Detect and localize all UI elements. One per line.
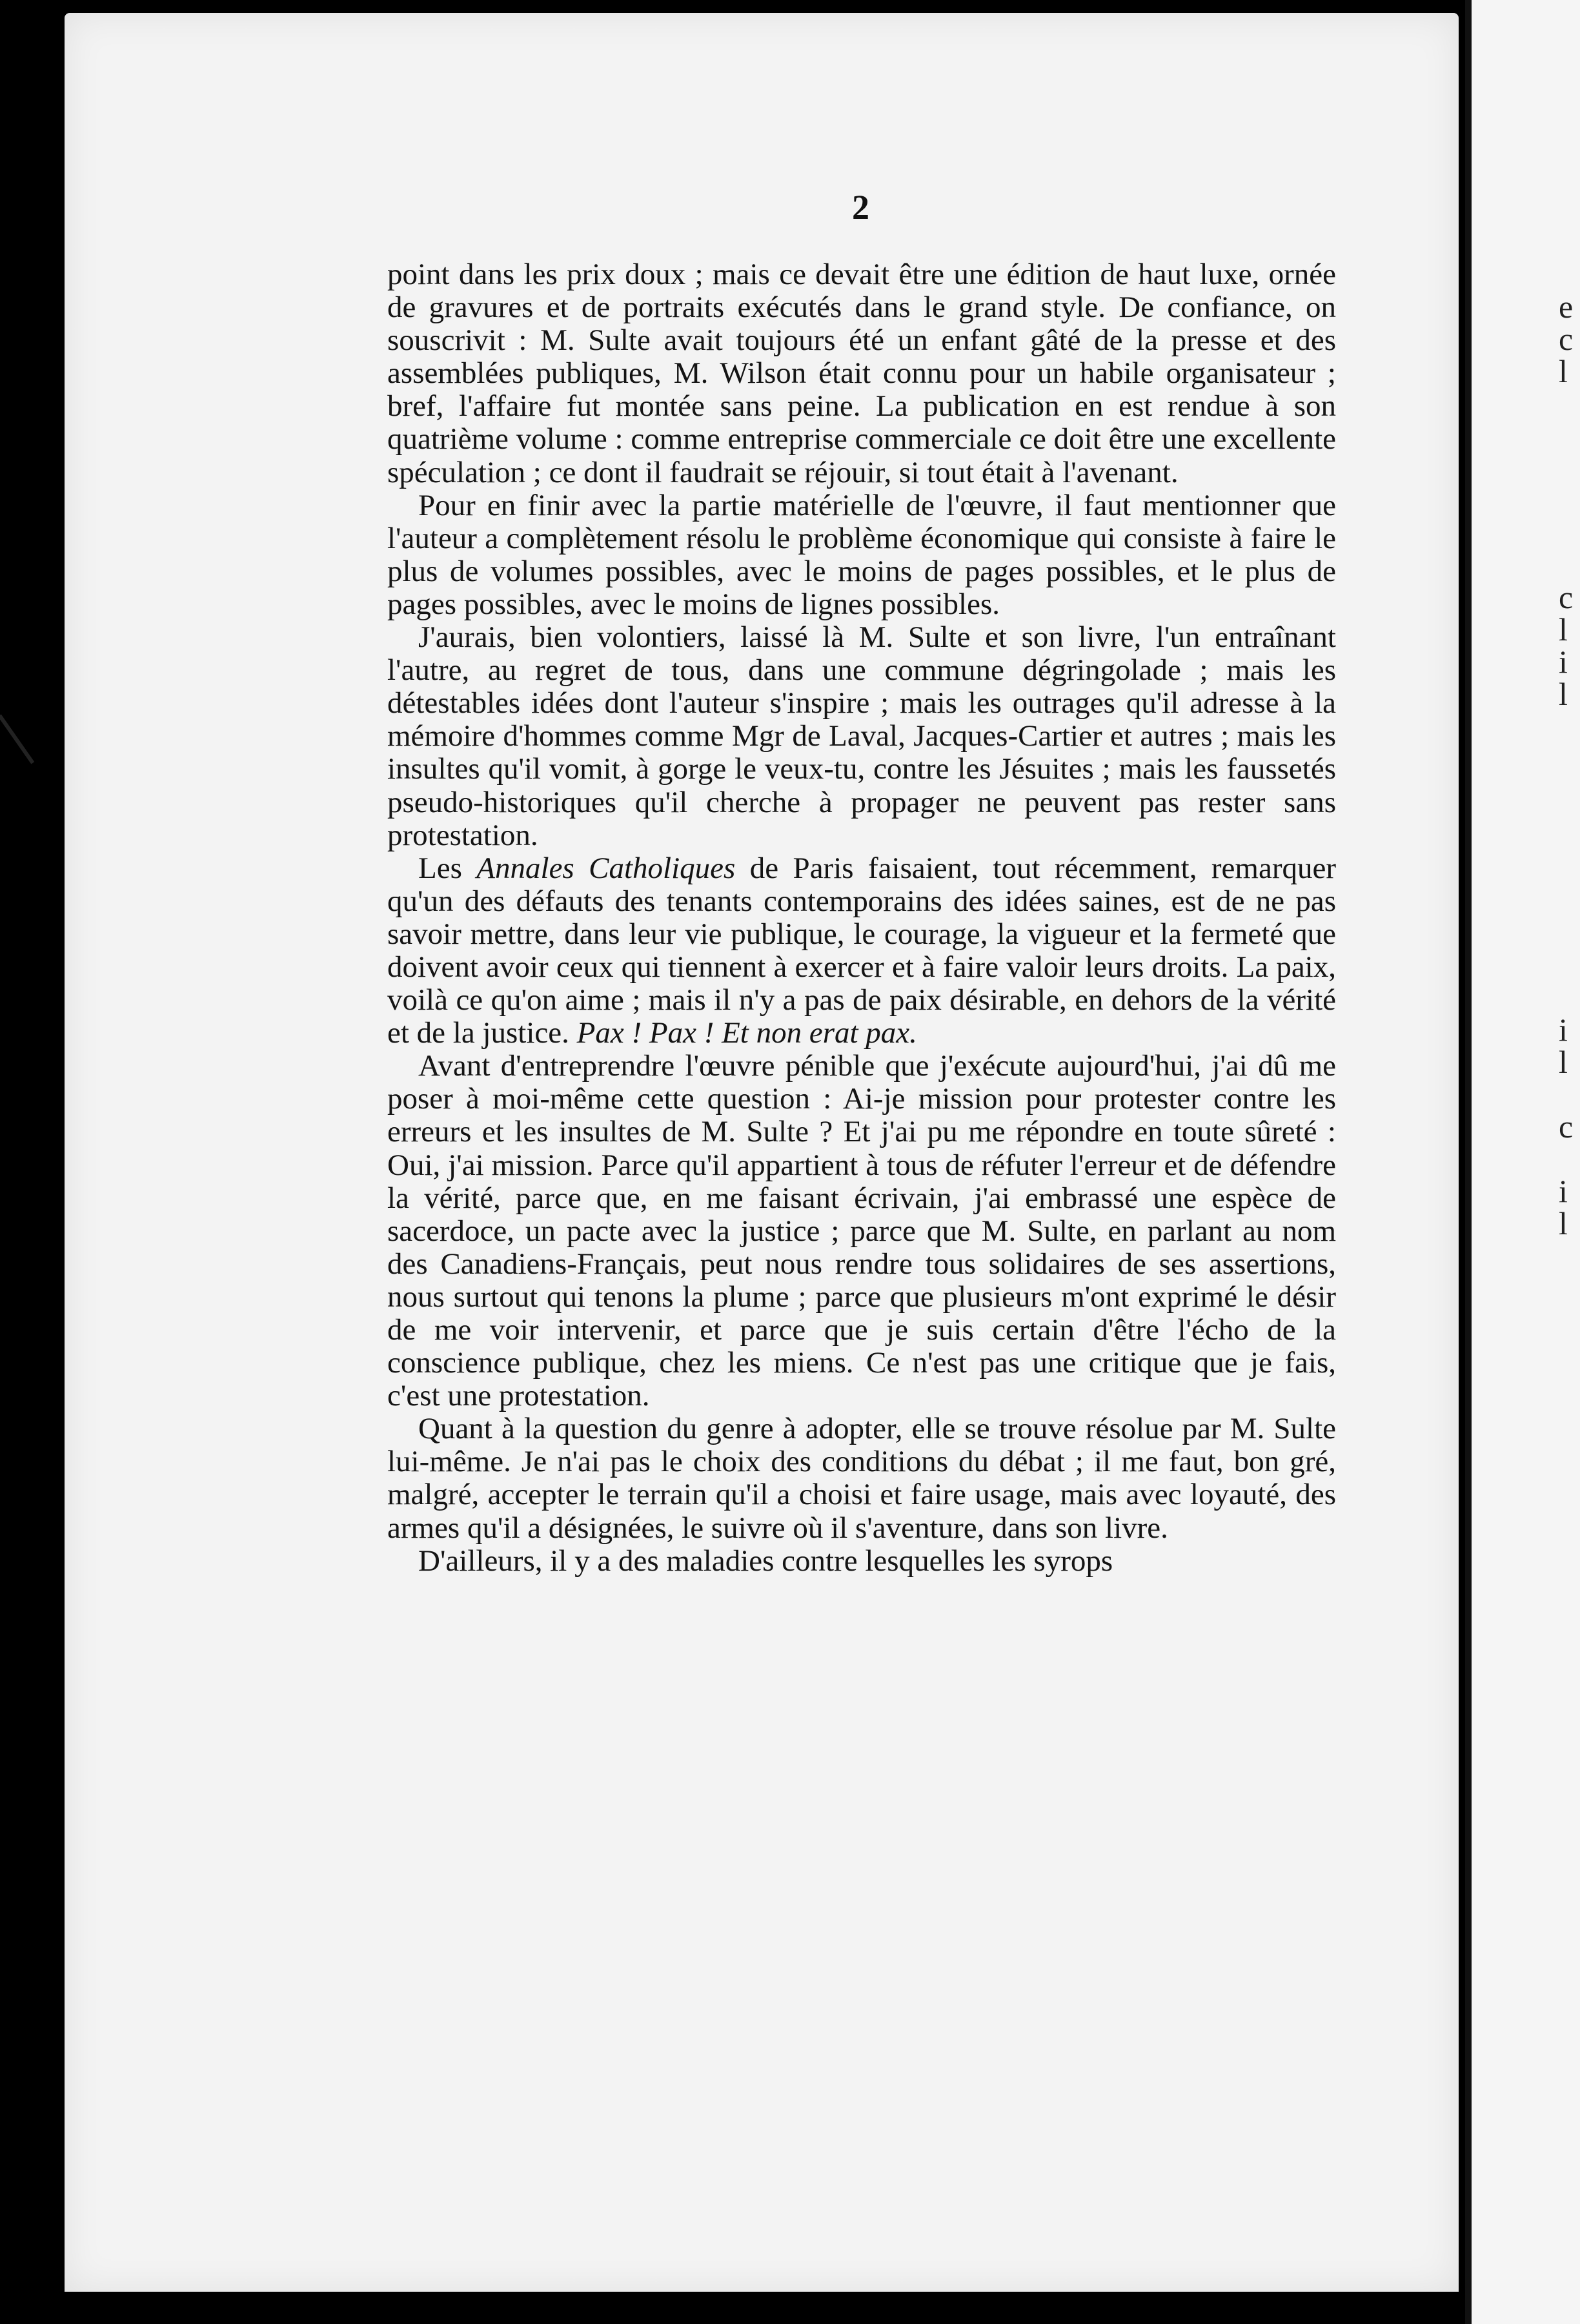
- paragraph-4-lead: Les: [418, 851, 477, 885]
- paragraph-5: Avant d'entreprendre l'œuvre pénible que j'exécute aujourd'hui, j'ai dû me poser à moi-même cette question : Ai-je mission pour protester contre les erreurs et les insultes de M. Sulte ? Et j'ai pu me répondre en toute sûreté : Oui, j'ai mission. Parce qu'il appartient à tous de réfuter l'erreur et de défendre la vérité, parce que, en me faisant écrivain, j'ai embrassé une espèce de sacerdoce, un pacte avec la justice ; parce que M. Sulte, en parlant au nom des Canadiens-Français, peut nous rendre tous solidaires de ses assertions, nous surtout qui tenons la plume ; parce que plusieurs m'ont exprimé le désir de me voir intervenir, et parce que je suis certain d'être l'écho de la conscience publique, chez les miens. Ce n'est pas une critique que je fais, c'est une protestation.: [387, 1049, 1336, 1413]
- margin-letter: l: [1559, 1205, 1568, 1241]
- paragraph-1: point dans les prix doux ; mais ce devait être une édition de haut luxe, ornée de gravures et de portraits exécutés dans le grand style. De confiance, on souscrivit : M. Sulte avait toujours été un enfant gâté de la presse et des assemblées publiques, M. Wilson était connu pour un habile organisateur ; bref, l'affaire fut montée sans peine. La publication en est rendue à son quatrième volume : comme entreprise commerciale ce doit être une excellente spéculation ; ce dont il faudrait se réjouir, si tout était à l'avenant.: [387, 258, 1336, 489]
- margin-letter: i: [1559, 1173, 1568, 1209]
- margin-letter: e: [1559, 289, 1574, 325]
- paragraph-7: D'ailleurs, il y a des maladies contre lesquelles les syrops: [418, 1544, 1113, 1578]
- text-body: [387, 258, 1336, 1578]
- paragraph-3: J'aurais, bien volontiers, laissé là M. Sulte et son livre, l'un entraînant l'autre, au regret de tous, dans une commune dégringolade ; mais les détestables idées dont l'auteur s'inspire ; mais les outrages qu'il adresse à la mémoire d'hommes comme Mgr de Laval, Jacques-Cartier et autres ; mais les insultes qu'il vomit, à gorge le veux-tu, contre les Jésuites ; mais les faussetés pseudo-historiques qu'il cherche à propager ne peuvent pas rester sans protestation.: [387, 620, 1336, 852]
- scan-artifact-mark: [0, 714, 34, 764]
- paragraph-4-body: de Paris faisaient, tout récemment, remarquer qu'un des défauts des tenants contemporains des idées saines, est de ne pas savoir mettre, dans leur vie publique, le courage, la vigueur et la fermeté que doivent avoir ceux qui tiennent à exercer et à faire valoir leurs droits. La paix, voilà ce qu'on aime ; mais il n'y a pas de paix désirable, en dehors de la vérité et de la justice.: [387, 851, 1336, 1050]
- page-number: 2: [852, 188, 869, 227]
- margin-letter: l: [1559, 611, 1568, 647]
- paragraph-4-italic-quote: Pax ! Pax ! Et non erat pax.: [576, 1016, 917, 1050]
- margin-letter: i: [1559, 1012, 1568, 1048]
- paragraph-2: Pour en finir avec la partie matérielle de l'œuvre, il faut mentionner que l'auteur a complètement résolu le problème économique qui consiste à faire le plus de volumes possibles, avec le moins de pages possibles, et le plus de pages possibles, avec le moins de lignes possibles.: [387, 488, 1336, 621]
- margin-letter: c: [1559, 1108, 1574, 1145]
- margin-letter: c: [1559, 579, 1574, 615]
- margin-letter: l: [1559, 353, 1568, 389]
- paragraph-6: Quant à la question du genre à adopter, elle se trouve résolue par M. Sulte lui-même. Je n'ai pas le choix des conditions du débat ; il me faut, bon gré, malgré, accepter le terrain qu'il a choisi et faire usage, mais avec loyauté, des armes qu'il a désignées, le suivre où il s'aventure, dans son livre.: [387, 1412, 1336, 1545]
- paragraph-4: [387, 852, 1336, 1050]
- margin-letter: i: [1559, 644, 1568, 680]
- margin-letter: l: [1559, 1044, 1568, 1080]
- paragraph-4-italic-title: Annales Catholiques: [476, 851, 736, 885]
- margin-letter: c: [1559, 321, 1574, 357]
- margin-letter: l: [1559, 676, 1568, 712]
